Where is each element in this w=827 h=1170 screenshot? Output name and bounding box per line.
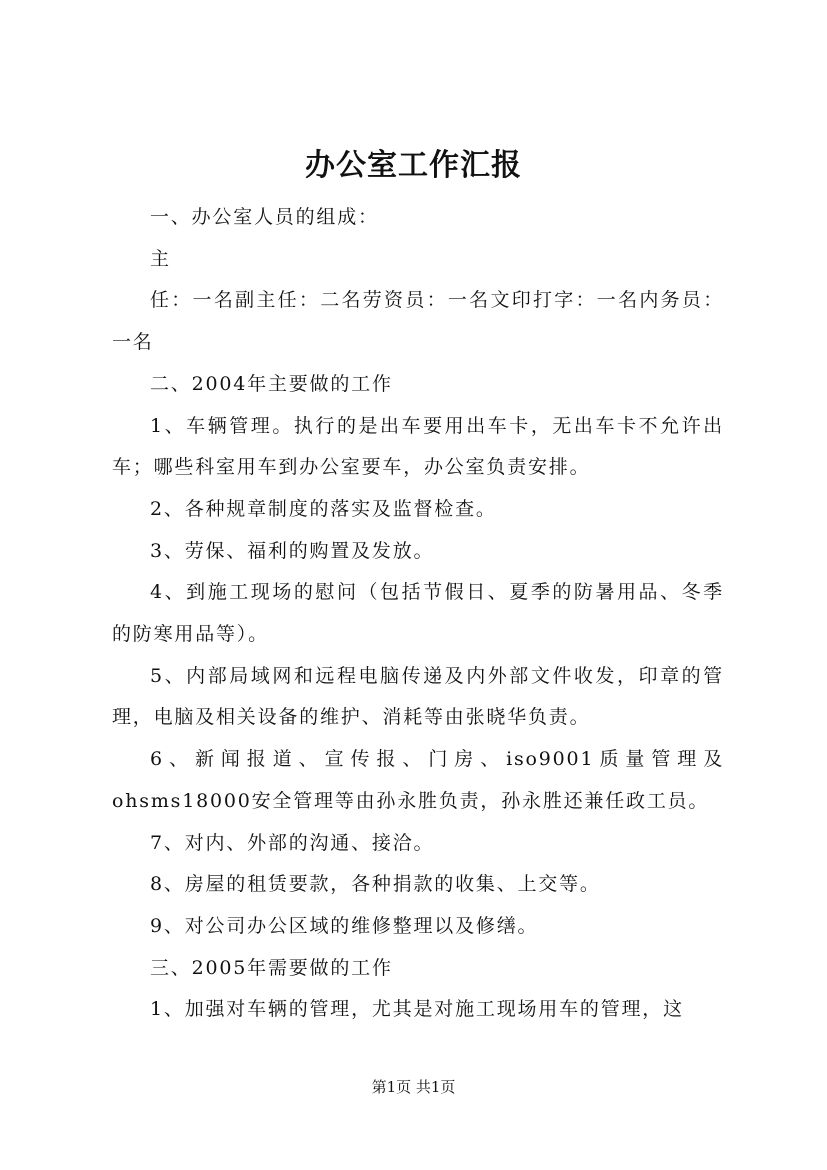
paragraph-vehicle-management: 1、车辆管理。执行的是出车要用出车卡，无出车卡不允许出车；哪些科室用车到办公室要车，办公室负责安排。: [112, 414, 724, 479]
paragraph-news-quality: 6、新闻报道、宣传报、门房、iso9001质量管理及ohsms18000安全管理等由孙永胜负责，孙永胜还兼任政工员。: [112, 748, 724, 812]
paragraph-rent-donations: 8、房屋的租赁要款，各种捐款的收集、上交等。: [150, 873, 601, 896]
paragraph-director-label: 主: [150, 247, 171, 270]
document-title: 办公室工作汇报: [305, 148, 522, 183]
paragraph-office-maintenance: 9、对公司办公区域的维修整理以及修缮。: [150, 914, 539, 937]
paragraph-rules-supervision: 2、各种规章制度的落实及监督检查。: [150, 497, 497, 520]
document-body: [112, 197, 724, 1031]
paragraph-vehicle-strengthening: 1、加强对车辆的管理，尤其是对施工现场用车的管理，这: [150, 998, 684, 1021]
paragraph-2004-heading: 二、2004年主要做的工作: [150, 372, 393, 395]
paragraph-welfare-purchase: 3、劳保、福利的购置及发放。: [150, 539, 435, 562]
paragraph-site-visits: 4、到施工现场的慰问（包括节假日、夏季的防暑用品、冬季的防寒用品等）。: [112, 581, 724, 646]
paragraph-staff-heading: 一、办公室人员的组成：: [150, 206, 379, 228]
page-footer: 第1页 共1页: [371, 1078, 456, 1096]
paragraph-staff-list: 任：一名副主任：二名劳资员：一名文印打字：一名内务员：一名: [112, 289, 724, 354]
paragraph-network-documents: 5、内部局域网和远程电脑传递及内外部文件收发，印章的管理，电脑及相关设备的维护、消耗等由张晓华负责。: [112, 664, 724, 729]
paragraph-communication: 7、对内、外部的沟通、接洽。: [150, 831, 435, 854]
paragraph-2005-heading: 三、2005年需要做的工作: [150, 956, 393, 979]
